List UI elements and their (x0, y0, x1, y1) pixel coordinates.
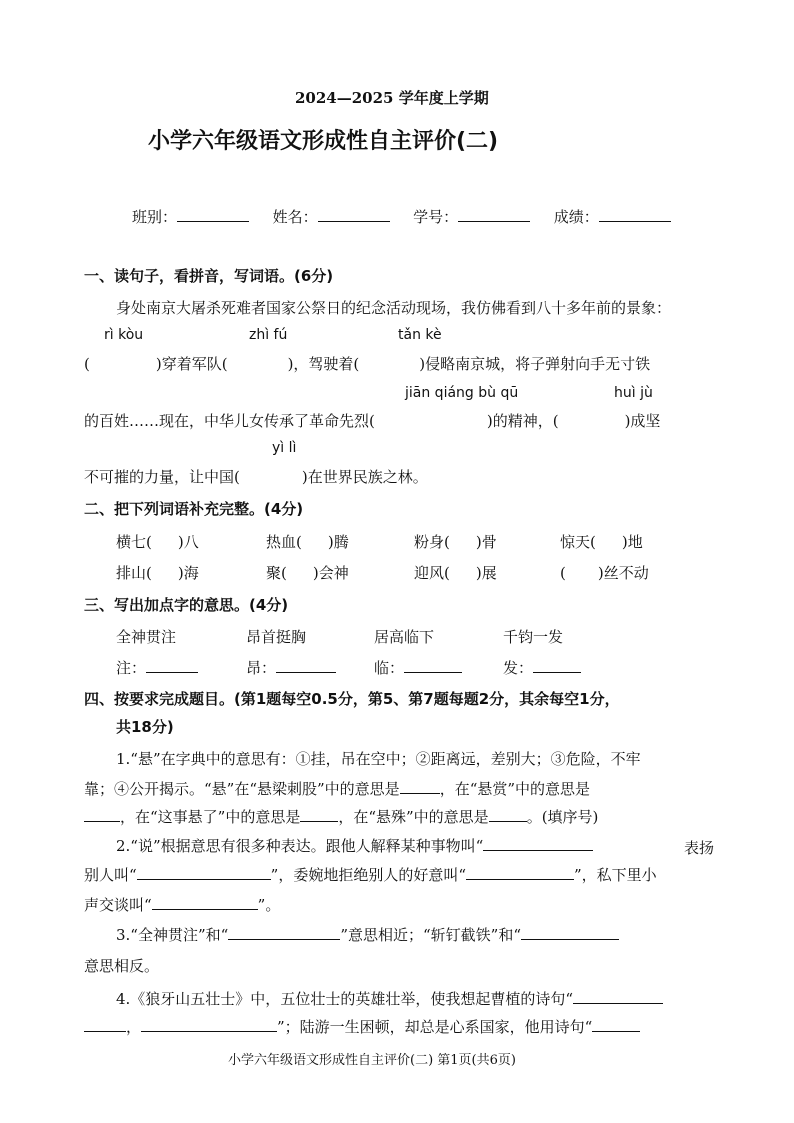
q1-line1: 1.“悬”在字典中的意思有：①挂，吊在空中；②距离远，差别大；③危险，不牢 (116, 750, 641, 768)
name-label: 姓名： (272, 208, 318, 226)
word-qianjunyifa: 千钧一发 (503, 628, 564, 646)
section2-heading: 二、把下列词语补充完整。(4分) (84, 500, 304, 518)
word-quanshenguanzhu: 全神贯注 (116, 628, 177, 646)
q2-blank-4[interactable] (152, 895, 258, 910)
number-label: 学号： (413, 208, 459, 226)
q4-blank-4[interactable] (592, 1017, 640, 1032)
q1-line3: ，在“这事悬了”中的意思是 ，在“悬殊”中的意思是 。(填序号) (84, 806, 598, 827)
word-angshoutingxiong: 昂首挺胸 (246, 628, 307, 646)
q2-blank-2[interactable] (137, 865, 271, 880)
meaning-ang-field[interactable] (276, 658, 336, 673)
section1-heading: 一、读句子，看拼音，写词语。(6分) (84, 267, 334, 285)
page-title: 小学六年级语文形成性自主评价(二) (148, 129, 499, 154)
pinyin-tanke: tǎn kè (398, 327, 442, 343)
q3-blank-2[interactable] (521, 925, 619, 940)
student-info (132, 206, 671, 227)
section4-heading: 四、按要求完成题目。(第1题每空0.5分，第5、第7题每题2分，其余每空1分， (84, 690, 620, 708)
class-field[interactable] (177, 207, 249, 222)
q2-blank-1[interactable] (483, 836, 593, 851)
number-field[interactable] (458, 207, 530, 222)
section3-heading: 三、写出加点字的意思。(4分) (84, 596, 289, 614)
pinyin-yili: yì lì (272, 440, 297, 456)
idiom-8: ( )丝不动 (560, 564, 649, 582)
q4-blank-1[interactable] (573, 989, 663, 1004)
q1-blank-4[interactable] (489, 807, 527, 822)
q4-blank-3[interactable] (141, 1017, 277, 1032)
q1-blank-2[interactable] (84, 807, 120, 822)
name-field[interactable] (318, 207, 390, 222)
meaning-ang: 昂： (246, 657, 336, 678)
meaning-lin-field[interactable] (404, 658, 462, 673)
pinyin-rikou: rì kòu (104, 327, 144, 343)
meaning-zhu: 注： (116, 657, 198, 678)
idiom-7: 迎风( )展 (414, 564, 497, 582)
meaning-fa: 发： (503, 657, 581, 678)
q4-line1: 4.《狼牙山五壮士》中，五位壮士的英雄壮举，使我想起曹植的诗句“ (116, 988, 663, 1009)
q4-blank-2[interactable] (84, 1017, 126, 1032)
section1-line4: 不可摧的力量，让中国( )在世界民族之林。 (84, 468, 428, 486)
q2-line3: 声交谈叫“ ”。 (84, 896, 281, 914)
word-jugaolinxia: 居高临下 (374, 628, 435, 646)
section1-line1: 身处南京大屠杀死难者国家公祭日的纪念活动现场，我仿佛看到八十多年前的景象： (116, 299, 672, 317)
meaning-zhu-field[interactable] (146, 658, 198, 673)
idiom-6: 聚( )会神 (266, 564, 349, 582)
q3-blank-1[interactable] (228, 925, 340, 940)
q2-line1: 2.“说”根据意思有很多种表达。跟他人解释某种事物叫“ (116, 835, 593, 856)
idiom-4: 惊天( )地 (560, 533, 643, 551)
pinyin-zhifu: zhì fú (249, 327, 288, 343)
meaning-lin: 临： (374, 657, 462, 678)
q3-line2: 意思相反。 (84, 957, 160, 975)
q2-line2: 别人叫“ ”，委婉地拒绝别人的好意叫“ ”，私下里小 (84, 866, 657, 884)
idiom-1: 横七( )八 (116, 533, 199, 551)
page-footer: 小学六年级语文形成性自主评价(二) 第1页(共6页) (228, 1053, 516, 1068)
section4-heading-cont: 共18分) (116, 718, 174, 736)
score-label: 成绩： (553, 208, 599, 226)
section1-line2: ( )穿着军队( )，驾驶着( )侵略南京城，将子弹射向手无寸铁 (84, 355, 651, 373)
q1-blank-3[interactable] (300, 807, 338, 822)
idiom-2: 热血( )腾 (266, 533, 349, 551)
q1-line2: 靠；④公开揭示。“悬”在“悬梁刺股”中的意思是 ，在“悬赏”中的意思是 (84, 780, 591, 798)
idiom-5: 排山( )海 (116, 564, 199, 582)
q3-line1: 3.“全神贯注”和“ ”意思相近；“斩钉截铁”和“ (116, 924, 619, 945)
pinyin-jianqiangbuqu: jiān qiáng bù qū (405, 385, 519, 401)
class-label: 班别： (132, 208, 178, 226)
meaning-fa-field[interactable] (533, 658, 581, 673)
school-year: 2024—2025 学年度上学期 (295, 89, 489, 107)
pinyin-huiju: huì jù (614, 385, 653, 401)
q1-blank-1[interactable] (400, 779, 440, 794)
section1-line3: 的百姓……现在，中华儿女传承了革命先烈( )的精神，( )成坚 (84, 412, 661, 430)
score-field[interactable] (599, 207, 671, 222)
q2-line1-end: 表扬 (684, 839, 715, 857)
q2-blank-3[interactable] (466, 865, 574, 880)
idiom-3: 粉身( )骨 (414, 533, 497, 551)
q4-line2: ， ”；陆游一生困顿，却总是心系国家，他用诗句“ (84, 1016, 640, 1037)
